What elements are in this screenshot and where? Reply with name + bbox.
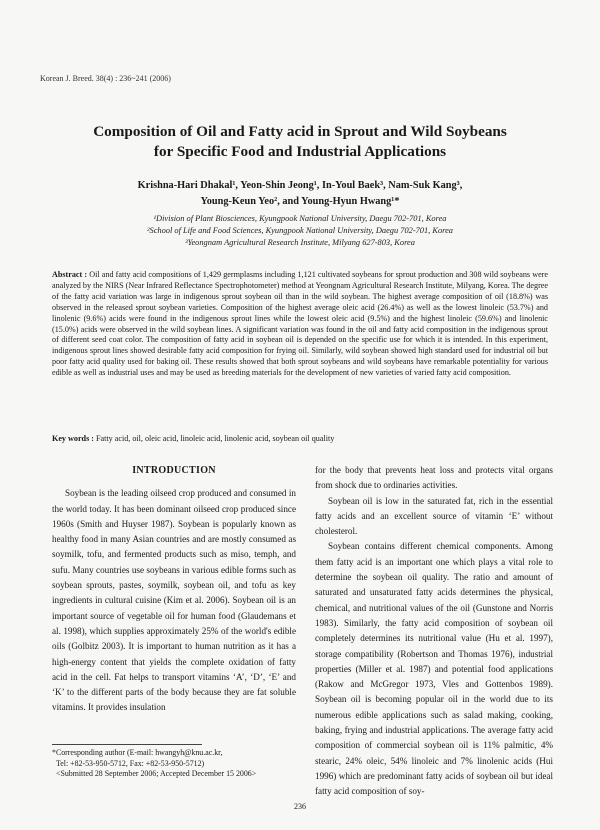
section-heading-introduction: INTRODUCTION — [132, 465, 216, 476]
page-number: 236 — [294, 802, 306, 811]
footnote-divider — [52, 744, 202, 745]
authors-line-1: Krishna-Hari Dhakal¹, Yeon-Shin Jeong¹, In-Youl Baek³, Nam-Suk Kang³, — [137, 180, 463, 191]
intro-paragraph-1-continued: for the body that prevents heat loss and protects vital organs from shock due to ordinaries activities. — [315, 465, 553, 491]
footnote-line-3: <Submitted 28 September 2006; Accepted December 15 2006> — [56, 769, 257, 779]
author-list — [60, 178, 540, 210]
keywords-label: Key words : — [52, 434, 94, 443]
footnote-line-1: *Corresponding author (E-mail: hwangyh@knu.ac.kr, — [52, 748, 223, 757]
left-column — [52, 463, 296, 716]
intro-paragraph-3: Soybean contains different chemical components. Among them fatty acid is an important one which plays a vital role to determine the soybean oil quality. The ratio and amount of saturated and unsaturated fatty acids determines the physical, chemical, and nutritional values of the oil (Gunstone and Norris 1983). Similarly, the fatty acid composition of soybean oil completely determines its nutritional value (Hu et al. 1997), storage compatibility (Robertson and Thomas 1976), industrial properties (Miller et al. 1987) and potential food applications (Rakow and McGregor 1973, Vles and Gottenbos 1989). Soybean oil is becoming popular oil in the world due to its numerous edible applications such as salad making, cooking, baking, frying and industrial applications. The average fatty acid composition of commercial soybean oil is 11% palmitic, 4% stearic, 24% oleic, 54% linoleic and 7% linolenic acids (Hui 1996) which are predominant fatty acids of soybean oil but ideal fatty acid composition of soy- — [315, 541, 553, 797]
authors-line-2: Young-Keun Yeo², and Young-Hyun Hwang¹* — [200, 196, 400, 207]
journal-citation: Korean J. Breed. 38(4) : 236~241 (2006) — [40, 74, 171, 83]
affiliations — [60, 213, 540, 249]
title-line-1: Composition of Oil and Fatty acid in Sprout and Wild Soybeans — [93, 123, 507, 140]
affiliation-2: ²School of Life and Food Sciences, Kyungpook National University, Daegu 702-701, Korea — [147, 226, 453, 235]
intro-paragraph-2: Soybean oil is low in the saturated fat, rich in the essential fatty acids and an excellent source of vitamin ‘E’ without cholesterol. — [315, 495, 553, 537]
intro-paragraph-1: Soybean is the leading oilseed crop produced and consumed in the world today. It has been dominant oilseed crop produced since 1960s (Smith and Huyser 1987). Soybean is popularly known as healthy food in many Asian countries and are mostly consumed as soymilk, tofu, and fermented products such as miso, temph, and sufu. Many countries use soybeans in various edible forms such as soybean sprouts, pastes, soymilk, soybean oil, and tofu as key ingredients in cultural cuisine (Kim et al. 2006). Soybean oil is an important source of vegetable oil for human food (Glaudemans et al. 1998), which supplies approximately 25% of the world's edible oils (Golbitz 2003). It is important to human nutrition as it has a high-energy content that yields the complete oxidation of fatty acid in the cell. Fat helps to transport vitamins ‘A’, ‘D’, ‘E’ and ‘K’ to the different parts of the body because they are fat soluble vitamins. It provides insulation — [52, 488, 296, 713]
abstract-label: Abstract : — [52, 270, 88, 279]
corresponding-author-footnote — [52, 748, 302, 780]
right-column — [315, 463, 553, 800]
abstract-text: Oil and fatty acid compositions of 1,429 germplasms including 1,121 cultivated soybeans for sprout production and 308 wild soybeans were analyzed by the NIRS (Near Infrared Reflectance Spectrophotometer) method at Yeongnam Agricultural Research Institute, Milyang, Korea. The degree of the fatty acid variation was large in indigenous sprout soybean oil than in the wild soybean. The highest average composition of oil (18.8%) was observed in the released sprout soybean varieties. Composition of the highest average oleic acid (26.4%) as well as the lowest linoleic (53.7%) and linolenic (9.6%) acids were found in the indigenous sprout lines while the lowest oleic acid (9.5%) and the highest linoleic (59.6%) and linolenic (15.0%) acids were observed in the wild soybean lines. A significant variation was found in the oil and fatty acid composition in the indigenous sprout of different seed coat color. The composition of fatty acid in soybean oil is depended on the specific use for which it is intended. In this experiment, indigenous sprout lines showed desirable fatty acid composition for frying oil. Similarly, wild soybean showed high standard used for industrial oil but poor fatty acid quality used for baking oil. These results showed that both sprout soybeans and wild soybeans have remarkable potentiality for various edible as well as industrial uses and may be used as breeding materials for the development of new varieties of varied fatty acid composition. — [52, 270, 548, 378]
abstract — [52, 270, 548, 379]
footnote-line-2: Tel: +82-53-950-5712, Fax: +82-53-950-5712) — [56, 758, 205, 768]
affiliation-3: ³Yeongnam Agricultural Research Institute, Milyang 627-803, Korea — [185, 238, 415, 247]
title-line-2: for Specific Food and Industrial Applications — [153, 143, 447, 160]
keywords — [52, 433, 548, 444]
affiliation-1: ¹Division of Plant Biosciences, Kyungpook National University, Daegu 702-701, Korea — [153, 214, 447, 223]
keywords-text: Fatty acid, oil, oleic acid, linoleic acid, linolenic acid, soybean oil quality — [96, 434, 335, 443]
paper-title — [60, 122, 540, 162]
